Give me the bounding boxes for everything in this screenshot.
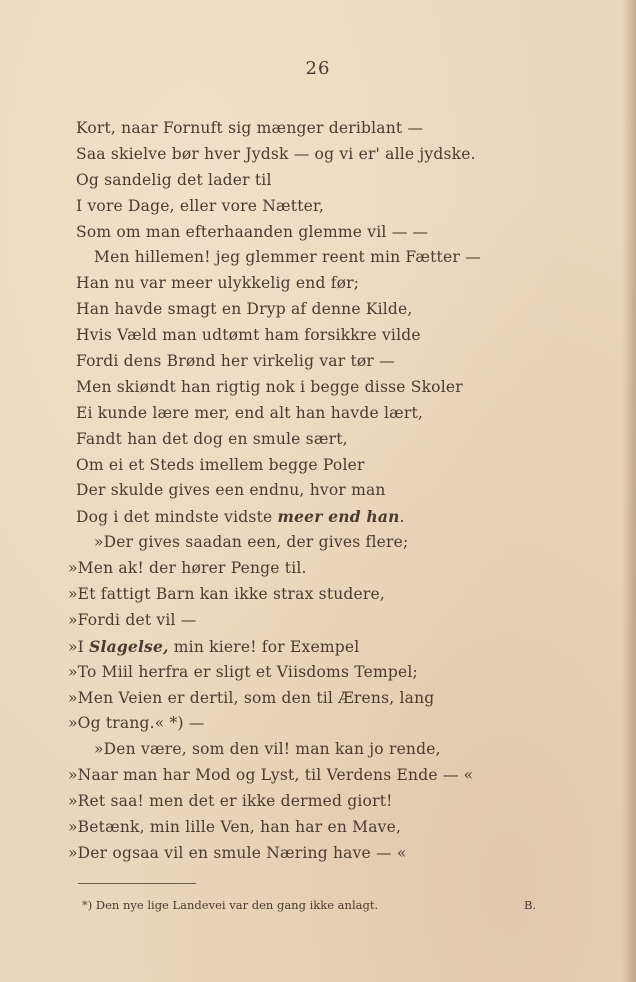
poem-line: Om ei et Steds imellem begge Poler — [76, 455, 365, 474]
poem-line: Og sandelig det lader til — [76, 170, 272, 189]
poem-line: »To Miil herfra er sligt et Viisdoms Tempel; — [68, 662, 418, 681]
poem-line: Ei kunde lære mer, end alt han havde lært, — [76, 403, 424, 422]
line-text: min kiere! for Exempel — [168, 637, 360, 656]
line-text: »I — [68, 637, 90, 656]
poem-line: »Men Veien er dertil, som den til Ærens, lang — [68, 688, 435, 707]
poem-line: I vore Dage, eller vore Nætter, — [76, 196, 325, 215]
footnote: *) Den nye lige Landevei var den gang ikke anlagt. — [82, 898, 379, 912]
poem-text — [68, 116, 616, 867]
poem-line: Der skulde gives een endnu, hvor man — [76, 481, 386, 500]
poem-line: »Ret saa! men det er ikke dermed giort! — [68, 792, 393, 811]
poem-line: Fordi dens Brønd her virkelig var tør — — [76, 352, 395, 371]
poem-line: Saa skielve bør hver Jydsk — og vi er' alle jydske. — [76, 144, 476, 163]
poem-line: Men skiøndt han rigtig nok i begge disse Skoler — [76, 377, 463, 396]
poem-line: »Den være, som den vil! man kan jo rende, — [94, 740, 441, 759]
page-number: 26 — [305, 58, 331, 79]
emphasized-text: Slagelse, — [89, 636, 169, 656]
poem-line: Kort, naar Fornuft sig mænger deriblant — — [76, 119, 424, 137]
poem-line: »Men ak! der hører Penge til. — [68, 559, 307, 578]
poem-line: »Og trang.« *) — — [68, 714, 205, 733]
poem-line: »Et fattigt Barn kan ikke strax studere, — [68, 585, 386, 604]
poem-line: »Naar man har Mod og Lyst, til Verdens Ende — « — [68, 766, 474, 785]
poem-line — [76, 504, 616, 530]
poem-line: Fandt han det dog en smule sært, — [76, 429, 348, 448]
line-text: Dog i det mindste vidste — [76, 508, 278, 527]
line-text: . — [399, 508, 405, 527]
poem-line: »Betænk, min lille Ven, han har en Mave, — [68, 818, 402, 837]
footnote-divider — [78, 883, 196, 884]
poem-line: Som om man efterhaanden glemme vil — — — [76, 222, 429, 241]
poem-line: »Fordi det vil — — [68, 610, 197, 629]
poem-line: Men hillemen! jeg glemmer reent min Fætter — — [94, 248, 481, 267]
footnote-signature: B. — [524, 898, 537, 912]
poem-line: Hvis Væld man udtømt ham forsikkre vilde — [76, 326, 421, 345]
poem-line: Han nu var meer ulykkelig end før; — [76, 274, 360, 293]
poem-line: »Der gives saadan een, der gives flere; — [94, 533, 409, 552]
poem-line: Han havde smagt en Dryp af denne Kilde, — [76, 300, 413, 319]
poem-line: »Der ogsaa vil en smule Næring have — « — [68, 843, 407, 862]
page-edge-shadow — [622, 0, 636, 982]
emphasized-text: meer end han — [277, 507, 400, 527]
poem-line — [68, 634, 608, 660]
